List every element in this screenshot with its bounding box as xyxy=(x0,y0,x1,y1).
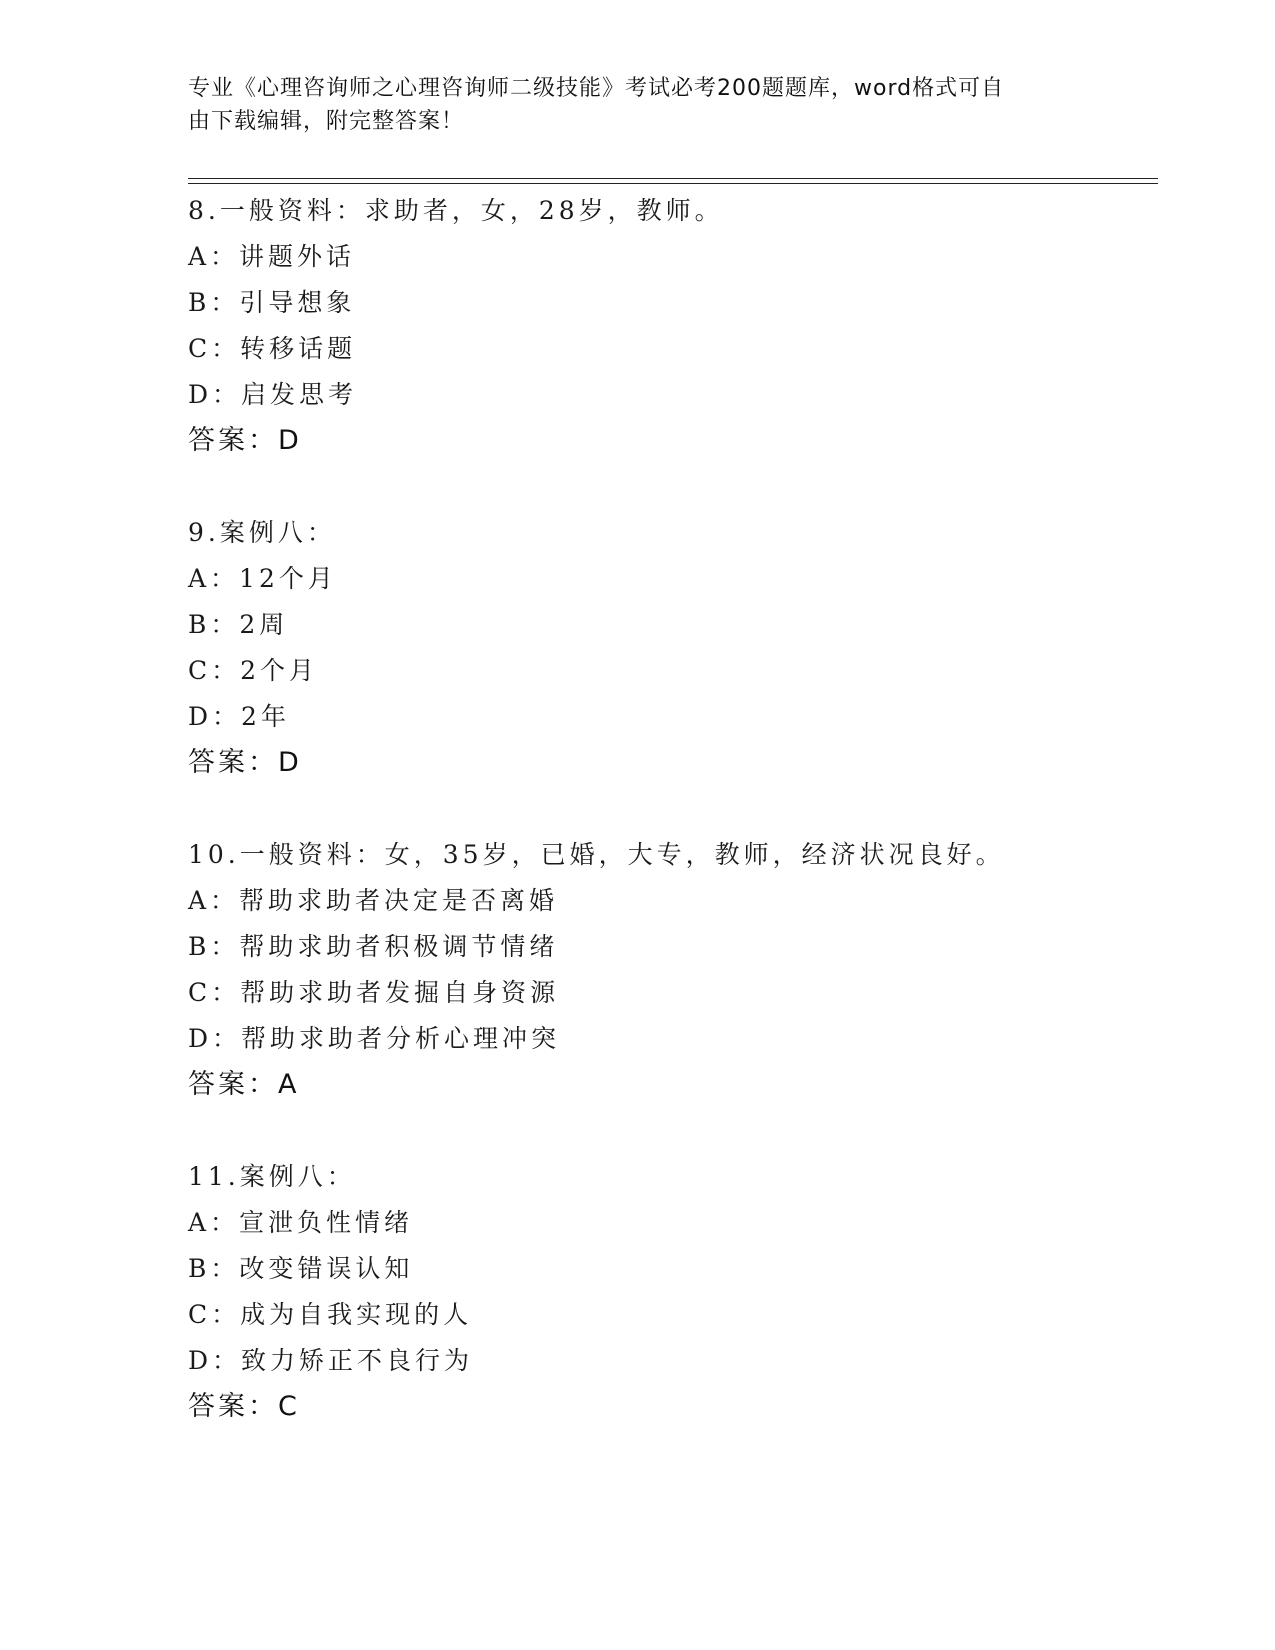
option-d: D：帮助求助者分析心理冲突 xyxy=(188,1024,561,1053)
option-c: C：成为自我实现的人 xyxy=(188,1300,473,1329)
option-c: C：2个月 xyxy=(188,656,319,685)
option-b: B：改变错误认知 xyxy=(188,1254,414,1283)
question-block xyxy=(188,188,1148,464)
answer-line: 答案：D xyxy=(188,747,302,778)
option-a: A：12个月 xyxy=(188,564,337,593)
header-divider-thick xyxy=(188,178,1158,179)
question-block xyxy=(188,832,1148,1108)
header-line-2: 由下载编辑，附完整答案！ xyxy=(188,109,465,134)
option-a: A：帮助求助者决定是否离婚 xyxy=(188,886,559,915)
question-block xyxy=(188,1154,1148,1430)
option-b: B：引导想象 xyxy=(188,288,356,317)
question-stem: 9.案例八： xyxy=(188,518,336,547)
option-b: B：2周 xyxy=(188,610,289,639)
question-stem: 11.案例八： xyxy=(188,1162,356,1191)
option-b: B：帮助求助者积极调节情绪 xyxy=(188,932,559,961)
option-d: D：启发思考 xyxy=(188,380,358,409)
header-divider-thin xyxy=(188,183,1158,184)
question-stem: 8.一般资料：求助者，女，28岁，教师。 xyxy=(188,196,724,225)
answer-line: 答案：A xyxy=(188,1069,300,1100)
answer-line: 答案：C xyxy=(188,1391,300,1422)
question-stem: 10.一般资料：女，35岁，已婚，大专，教师，经济状况良好。 xyxy=(188,840,1005,869)
question-list xyxy=(188,188,1148,1476)
document-header xyxy=(188,72,1068,138)
answer-line: 答案：D xyxy=(188,425,302,456)
option-a: A：讲题外话 xyxy=(188,242,356,271)
question-block xyxy=(188,510,1148,786)
option-a: A：宣泄负性情绪 xyxy=(188,1208,414,1237)
header-line-1: 专业《心理咨询师之心理咨询师二级技能》考试必考200题题库，word格式可自 xyxy=(188,76,1005,101)
option-d: D：致力矫正不良行为 xyxy=(188,1346,474,1375)
option-d: D：2年 xyxy=(188,702,290,731)
option-c: C：帮助求助者发掘自身资源 xyxy=(188,978,560,1007)
option-c: C：转移话题 xyxy=(188,334,357,363)
